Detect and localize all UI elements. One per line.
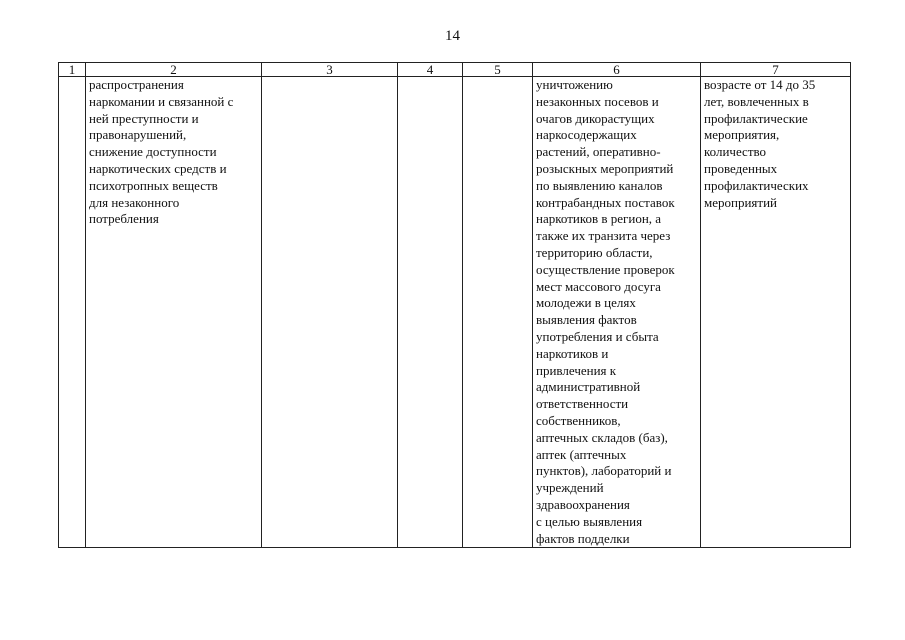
column-header-6: 6 <box>533 63 701 77</box>
cell-text-line: собственников, <box>536 412 621 428</box>
column-header-3: 3 <box>262 63 398 77</box>
cell-text-line: ней преступности и <box>89 110 199 126</box>
cell-text-line: наркомании и связанной с <box>89 93 234 109</box>
cell-col6 <box>533 77 701 548</box>
cell-col3 <box>262 77 398 548</box>
table-row <box>59 77 851 548</box>
column-header-7: 7 <box>701 63 851 77</box>
cell-text-line: незаконных посевов и <box>536 93 659 109</box>
cell-col5 <box>463 77 533 548</box>
column-header-1: 1 <box>59 63 86 77</box>
cell-text-line: учреждений <box>536 480 604 496</box>
column-header-2: 2 <box>86 63 262 77</box>
cell-text-line: потребления <box>89 211 159 227</box>
cell-text-line: ответственности <box>536 396 629 412</box>
cell-text-line: по выявлению каналов <box>536 177 663 193</box>
cell-text-line: пунктов), лабораторий и <box>536 463 672 479</box>
cell-text-line: розыскных мероприятий <box>536 160 674 176</box>
cell-text-line: профилактических <box>704 177 809 193</box>
cell-text-line: наркотиков и <box>536 345 609 361</box>
column-header-5: 5 <box>463 63 533 77</box>
cell-text-line: аптек (аптечных <box>536 446 627 462</box>
cell-text-line: административной <box>536 379 641 395</box>
cell-text-line: растений, оперативно- <box>536 144 661 160</box>
cell-text-line: привлечения к <box>536 362 617 378</box>
cell-col4 <box>398 77 463 548</box>
cell-text-line: мероприятия, <box>704 127 780 143</box>
cell-text-line: возрасте от 14 до 35 <box>704 77 816 92</box>
header-row <box>59 63 851 77</box>
cell-text-line: молодежи в целях <box>536 295 636 311</box>
cell-text-line: наркосодержащих <box>536 127 637 143</box>
cell-col1 <box>59 77 86 548</box>
cell-text-line: проведенных <box>704 160 778 176</box>
cell-text-line: мероприятий <box>704 194 777 210</box>
measures-table <box>58 62 851 548</box>
cell-text-line: очагов дикорастущих <box>536 110 655 126</box>
cell-text-line: мест массового досуга <box>536 278 661 294</box>
cell-text-line: выявления фактов <box>536 312 637 328</box>
cell-text-line: осуществление проверок <box>536 261 675 277</box>
cell-text-line: также их транзита через <box>536 228 671 244</box>
cell-text-line: контрабандных поставок <box>536 194 675 210</box>
cell-text-line: распространения <box>89 77 184 92</box>
cell-text-line: употребления и сбыта <box>536 328 659 344</box>
cell-text-line: количество <box>704 144 767 160</box>
cell-text-line: с целью выявления <box>536 513 643 529</box>
cell-text-line: лет, вовлеченных в <box>704 93 809 109</box>
cell-text-line: аптечных складов (баз), <box>536 429 668 445</box>
cell-text-line: правонарушений, <box>89 127 187 143</box>
cell-col7 <box>701 77 851 548</box>
cell-col2 <box>86 77 262 548</box>
cell-text-line: территорию области, <box>536 244 653 260</box>
cell-text-line: профилактические <box>704 110 808 126</box>
cell-text-line: снижение доступности <box>89 144 217 160</box>
cell-text-line: уничтожению <box>536 77 613 92</box>
cell-text-line: для незаконного <box>89 194 180 210</box>
cell-text-line: наркотиков в регион, а <box>536 211 662 227</box>
cell-text-line: фактов подделки <box>536 530 630 546</box>
page-number: 14 <box>445 28 460 44</box>
cell-text-line: психотропных веществ <box>89 177 218 193</box>
cell-text-line: здравоохранения <box>536 496 630 512</box>
column-header-4: 4 <box>398 63 463 77</box>
cell-text-line: наркотических средств и <box>89 160 227 176</box>
